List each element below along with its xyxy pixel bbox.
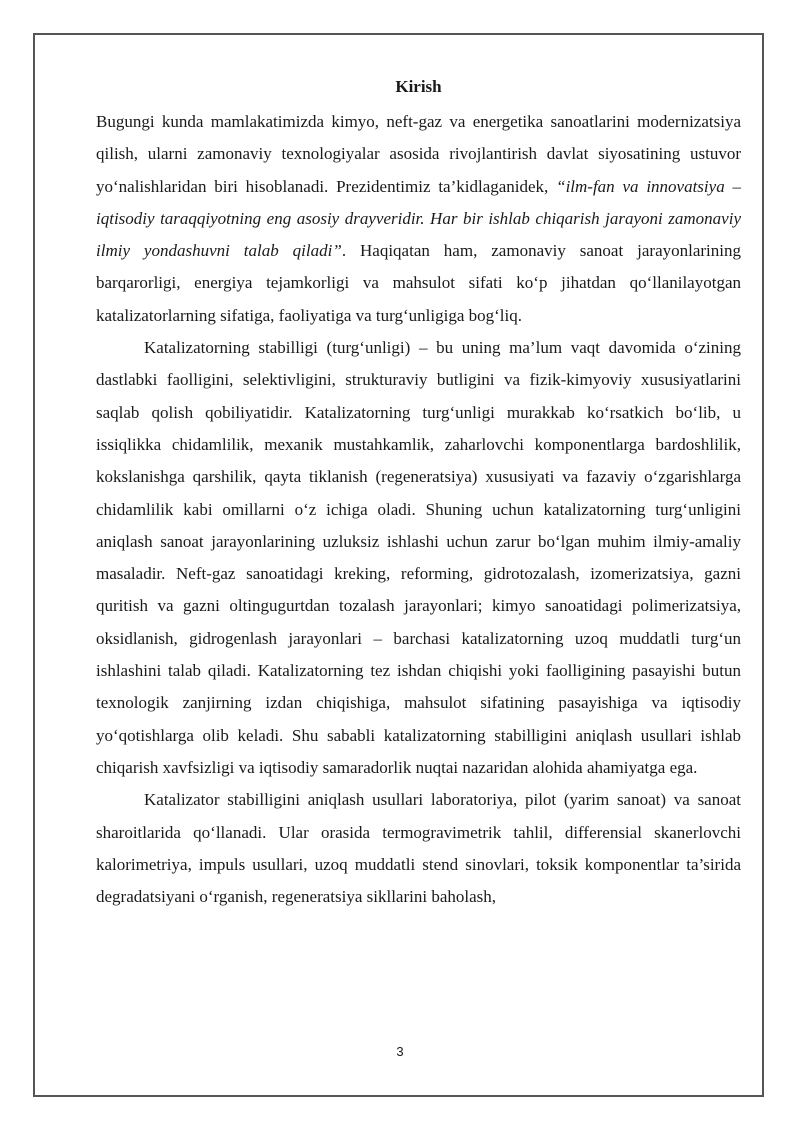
paragraph-intro-text-end: . Haqiqatan ham, zamonaviy sanoat jarayonlarining barqarorligi, energiya tejamkorligi va mahsulot sifati ko‘p jihatdan qo‘llanilayotgan katalizatorlarning sifatiga, faoliyatiga va turg‘unligiga bog‘liq. <box>96 241 741 325</box>
document-body <box>96 72 741 913</box>
paragraph-stability: Katalizatorning stabilligi (turg‘unligi) – bu uning ma’lum vaqt davomida o‘zining dastlabki faolligini, selektivligini, strukturaviy butligini va fizik-kimyoviy xususiyatlarini saqlab qolish qobiliyatidir. Katalizatorning turg‘unligi murakkab ko‘rsatkich bo‘lib, u issiqlikka chidamlilik, mexanik mustahkamlik, zaharlovchi komponentlarga bardoshlilik, kokslanishga qarshilik, qayta tiklanish (regeneratsiya) xususiyati va fazaviy o‘zgarishlarga chidamlilik kabi omillarni o‘z ichiga oladi. Shuning uchun katalizatorning turg‘unligini aniqlash sanoat jarayonlarining uzluksiz ishlashi uchun zarur bo‘lgan muhim ilmiy-amaliy masaladir. Neft-gaz sanoatidagi kreking, reforming, gidrotozalash, izomerizatsiya, gazni quritish va gazni oltingugurtdan tozalash jarayonlari; kimyo sanoatidagi polimerizatsiya, oksidlanish, gidrogenlash jarayonlari – barchasi katalizatorning uzoq muddatli turg‘un ishlashini talab qiladi. Katalizatorning tez ishdan chiqishi yoki faolligining pasayishi butun texnologik zanjirning izdan chiqishiga, mahsulot sifatining pasayishiga va iqtisodiy yo‘qotishlarga olib keladi. Shu sababli katalizatorning stabilligini aniqlash usullari ishlab chiqarish xavfsizligi va iqtisodiy samaradorlik nuqtai nazaridan alohida ahamiyatga ega. <box>96 338 741 777</box>
page-number: 3 <box>396 1044 404 1059</box>
president-quote: “ilm-fan va innovatsiya – iqtisodiy taraqqiyotning eng asosiy drayveridir. Har bir ishlab chiqarish jarayoni zamonaviy ilmiy yondashuvni talab qiladi” <box>96 176 741 261</box>
paragraph-intro-text-start: Bugungi kunda mamlakatimizda kimyo, neft-gaz va energetika sanoatlarini modernizatsiya qilish, ularni zamonaviy texnologiyalar asosida rivojlantirish davlat siyosatining ustuvor yo‘nalishlaridan biri hisoblanadi. Prezidentimiz ta’kidlaganidek, <box>96 112 741 196</box>
paragraph-intro <box>96 106 741 332</box>
section-title: Kirish <box>395 77 442 96</box>
paragraph-methods: Katalizator stabilligini aniqlash usullari laboratoriya, pilot (yarim sanoat) va sanoat sharoitlarida qo‘llanadi. Ular orasida termogravimetrik tahlil, differensial skanerlovchi kalorimetriya, impuls usullari, uzoq muddatli stend sinovlari, toksik komponentlar ta’sirida degradatsiyani o‘rganish, regeneratsiya sikllarini baholash, <box>96 790 741 907</box>
